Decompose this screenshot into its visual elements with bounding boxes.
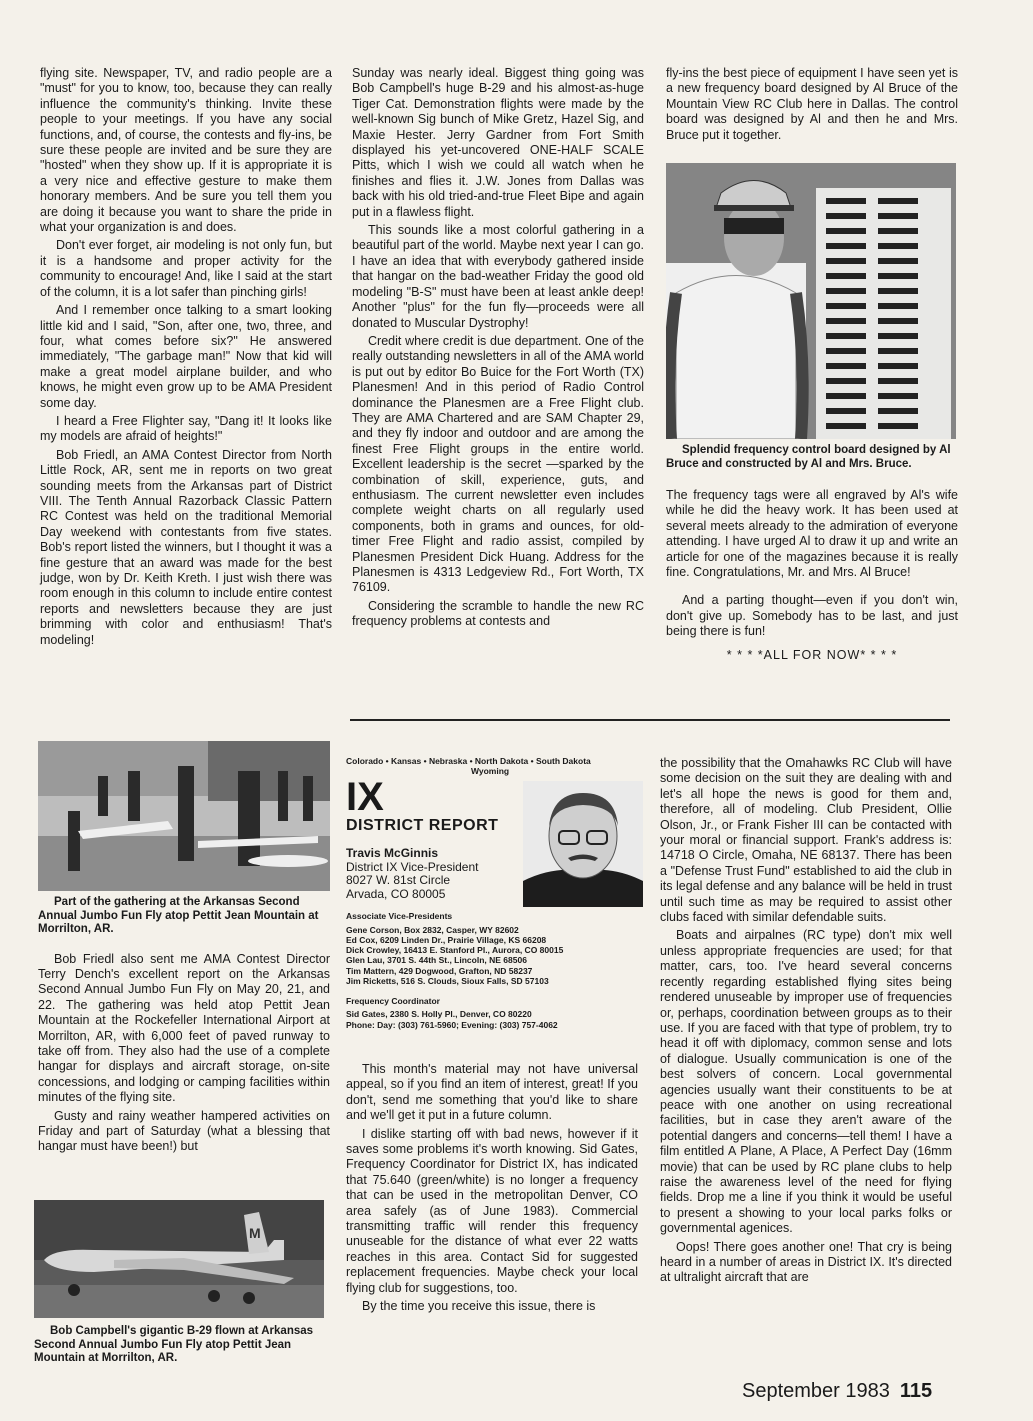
vp-street: 8027 W. 81st Circle xyxy=(346,873,451,888)
frequency-board-photo xyxy=(666,163,956,439)
vp-portrait xyxy=(523,781,643,907)
frequency-coordinator-line: Sid Gates, 2380 S. Holly Pl., Denver, CO 80220 xyxy=(346,1009,532,1020)
paragraph: Sunday was nearly ideal. Biggest thing going was Bob Campbell's huge B-29 and his almost-as-huge Tiger Cat. Demonstration flights were made by the well-known Sig bunch of Mike Gretz, Hazel Sig, and Maxie Hester. Jerry Gardner from Fort Smith displayed his yet-uncovered ONE-HALF SCALE Pitts, which I wish we could all watch when he finishes and flies it. J.W. Jones from Dallas was back with his old tried-and-true Fleet Bipe and again put in a flawless flight. xyxy=(352,66,644,219)
associate-vp-line: Jim Ricketts, 516 S. Clouds, Sioux Falls, SD 57103 xyxy=(346,975,549,986)
vp-name: Travis McGinnis xyxy=(346,846,439,861)
gathering-image xyxy=(38,741,330,891)
associate-vp-line: Ed Cox, 6209 Linden Dr., Prairie Village, KS 66208 xyxy=(346,935,547,946)
bottom-column-1 xyxy=(38,896,330,1158)
paragraph: Credit where credit is due department. One of the really outstanding newsletters in all of the AMA world is put out by editor Bo Buice for the Fort Worth (TX) Planesmen! And in this period of Radio Control dominance the Planesmen are a Free Flight club. They are AMA Chartered and are SAM Chapter 29, and they fly indoor and outdoor and are among the finest Free Flight groups in the entire world. Excellent leadership is the secret —sparked by the combination of skill, experience, guts, and enthusiasm. The current newsletter even includes complete weight charts on all regularly used components, both in grams and ounces, for old-timer Free Flight and radio assist, compiled by Planesmen President Dick Huang. Address for the Planesmen is 4313 Ledgeview Rd., Fort Worth, TX 76109. xyxy=(352,333,644,595)
vp-role: District IX Vice-President xyxy=(346,859,479,874)
paragraph: Bob Friedl also sent me AMA Contest Director Terry Dench's excellent report on the Arkansas Second Annual Jumbo Fun Fly on May 20, 21, and 22. The gathering was held atop Pettit Jean Mountain at the Rockefeller International Airport at Morrilton, AR, with 6,000 feet of paved runway to take off from. They also had the use of a complete hangar for displays and aircraft storage, on-site concessions, and lodging or camping facilities within minutes of the flying site. xyxy=(38,951,330,1105)
paragraph: Considering the scramble to handle the new RC frequency problems at contests and xyxy=(352,598,644,629)
b29-caption: Bob Campbell's gigantic B-29 flown at Arkansas Second Annual Jumbo Fun Fly atop Pettit Jean Mountain at Morrilton, AR. xyxy=(34,1325,314,1364)
page-number: 115 xyxy=(899,1380,933,1402)
bottom-column-2 xyxy=(346,1062,638,1318)
gathering-caption: Part of the gathering at the Arkansas Second Annual Jumbo Fun Fly atop Pettit Jean Mountain at Morrilton, AR. xyxy=(38,896,319,935)
portrait-image xyxy=(523,781,643,907)
paragraph: Don't ever forget, air modeling is not only fun, but it is a handsome and proper activity for the community to encourage! And, like I said at the start of the column, it is a lot safer than pinching girls! xyxy=(40,238,332,299)
associate-vp-line: Glen Lau, 3701 S. 44th St., Lincoln, NE 68506 xyxy=(346,955,527,966)
top-column-3 xyxy=(666,66,958,146)
associate-vp-heading: Associate Vice-Presidents xyxy=(346,911,453,922)
frequency-coordinator-heading: Frequency Coordinator xyxy=(346,996,440,1007)
district-number: IX xyxy=(346,775,384,819)
paragraph: Bob Friedl, an AMA Contest Director from North Little Rock, AR, sent me in reports on two great sounding meets from the Arkansas part of District VIII. The Tenth Annual Razorback Classic Pattern RC Contest was held on the traditional Memorial Day weekend with contestants from five states. Bob's report listed the winners, but I thought it was a fine gesture that an award was made for the best judge, won by Dr. Keith Kreth. I just wish there was room enough in this column to include entire contest reports and newsletters because they are just brimming with color and enthusiasm! That's modeling! xyxy=(40,447,332,647)
bottom-column-3 xyxy=(660,756,952,1289)
svg-text:M: M xyxy=(249,1225,261,1241)
top-column-2 xyxy=(352,66,644,633)
paragraph: And a parting thought—even if you don't win, don't give up. Somebody has to be last, and just being there is fun! xyxy=(666,593,958,639)
associate-vp-line: Dick Crowley, 16413 E. Stanford Pl., Aurora, CO 80015 xyxy=(346,945,564,956)
vp-city: Arvada, CO 80005 xyxy=(346,886,446,901)
b29-photo xyxy=(34,1200,324,1318)
district-title: DISTRICT REPORT xyxy=(346,817,499,834)
paragraph: This sounds like a most colorful gathering in a beautiful part of the world. Maybe next year I can go. I have an idea that with everybody gathered inside that hangar on the bad-weather Friday the good old modeling "B-S" must have been at least ankle deep! Another "plus" for the fun fly—proceeds were all donated to Muscular Dystrophy! xyxy=(352,223,644,330)
frequency-board-caption: Splendid frequency control board designed by Al Bruce and constructed by Al and Mrs. Bruce. xyxy=(666,444,951,470)
district-states-line2: Wyoming xyxy=(471,766,510,776)
paragraph: Gusty and rainy weather hampered activities on Friday and part of Saturday (what a blessing that hangar must have been!) but xyxy=(38,1108,330,1154)
paragraph: The frequency tags were all engraved by Al's wife while he did the heavy work. It has been used at several meets already to the admiration of everyone attending. I have urged Al to draw it up and write an article for one of the magazines because it is really fine. Congratulations, Mr. and Mrs. Al Bruce! xyxy=(666,488,958,580)
paragraph: Boats and airpalnes (RC type) don't mix well unless appropriate frequencies are used; for that matter, cars, too. I've heard several concerns recently regarding established flying sites being rendered unuseable by improper use of frequencies or, perhaps, coordination between groups as to their use. If you are faced with that type of problem, try to head it off with diplomacy, common sense and lots of dialogue. Usually communication is one of the best solvers of concern. Local governmental agencies usually want their constituents to be at peace with one another on using recreational facilities, but in case they aren't aware of the potential dangers and concerns—tell them! I have a film entitled A Plane, A Place, A Perfect Day (16mm movie) that can be used by RC plane clubs to help raise the awareness level of the need for flying fields. Drop me a line if you think it would be useful to present a showing to your local parks folks or governmental agenices. xyxy=(660,928,952,1236)
frequency-coordinator-line: Phone: Day: (303) 761-5960; Evening: (303) 757-4062 xyxy=(346,1019,558,1030)
frequency-board-image xyxy=(666,163,956,439)
section-divider xyxy=(350,719,950,721)
page-footer xyxy=(742,1380,932,1403)
paragraph: By the time you receive this issue, there is xyxy=(362,1299,596,1314)
b29-image xyxy=(34,1200,324,1318)
paragraph: flying site. Newspaper, TV, and radio people are a "must" for you to know, too, because they can really influence the community's thinking. Invite these people to your meetings. If you have any social functions, and, of course, the contests and fly-ins, be sure these people are invited and be sure they are "hosted" when they show up. If it is appropriate it is a very nice and effective gesture to make them honorary members. And be sure you tell them you are doing it because you want to share the pride in what your organization is and does. xyxy=(40,66,332,235)
paragraph: This month's material may not have universal appeal, so if you find an item of interest, great! If you don't, send me something that you'd like to share and we'll get it put in a future column. xyxy=(346,1062,638,1123)
top-column-3-lower xyxy=(666,444,958,666)
b29-caption-block xyxy=(34,1325,326,1369)
paragraph: fly-ins the best piece of equipment I have seen yet is a new frequency board designed by Al Bruce of the Mountain View RC Club here in Dallas. The control board was designed by Al and then he and Mrs. Bruce put it together. xyxy=(666,66,958,142)
issue-date: September 1983 xyxy=(742,1380,890,1402)
paragraph: And I remember once talking to a smart looking little kid and I said, "Son, after one, two, three, and four, what comes before six?" He answered immediately, "The garbage man!" Now that kid will make a great model airplane builder, and who knows, he might even grow up to be AMA President some day. xyxy=(40,303,332,410)
paragraph: I dislike starting off with bad news, however if it saves some problems it's worth knowing. Sid Gates, Frequency Coordinator for District IX, has indicated that 75.640 (green/white) is no longer a frequency that can be used in the metropolitan Denver, CO area safely (as of June 1983). Commercial transmitting traffic will render this frequency unuseable for the distance of what ever 22 watts reaches in this area. Contact Sid for suggested replacement frequencies. Maybe check your local flying club for suggestions, too. xyxy=(346,1126,638,1295)
paragraph: the possibility that the Omahawks RC Club will have some decision on the suit they are dealing with and let's all hope the news is good for them and, therefore, all of modeling. Club President, Ollie Olson, Jr., or Frank Fisher III can be contacted with your moral or financial support. Frank's address is: 14718 O Circle, Omaha, NE 68137. There has been a "Defense Trust Fund" established to aid the club in its legal defense and any balance will be held in trust until such time as may be required to assist other clubs faced with similar defendable suits. xyxy=(660,756,952,925)
gathering-photo xyxy=(38,741,330,891)
top-column-1 xyxy=(40,66,332,651)
all-for-now: * * * *ALL FOR NOW* * * * xyxy=(726,647,898,662)
associate-vp-line: Tim Mattern, 429 Dogwood, Grafton, ND 58237 xyxy=(346,965,533,976)
paragraph: Oops! There goes another one! That cry is being heard in a number of areas in District IX. It's directed at ultralight aircraft that are xyxy=(660,1239,952,1285)
paragraph: I heard a Free Flighter say, "Dang it! It looks like my models are afraid of heights!" xyxy=(40,413,332,444)
district-states: Colorado • Kansas • Nebraska • North Dakota • South Dakota xyxy=(346,756,591,766)
associate-vp-line: Gene Corson, Box 2832, Casper, WY 82602 xyxy=(346,924,519,935)
